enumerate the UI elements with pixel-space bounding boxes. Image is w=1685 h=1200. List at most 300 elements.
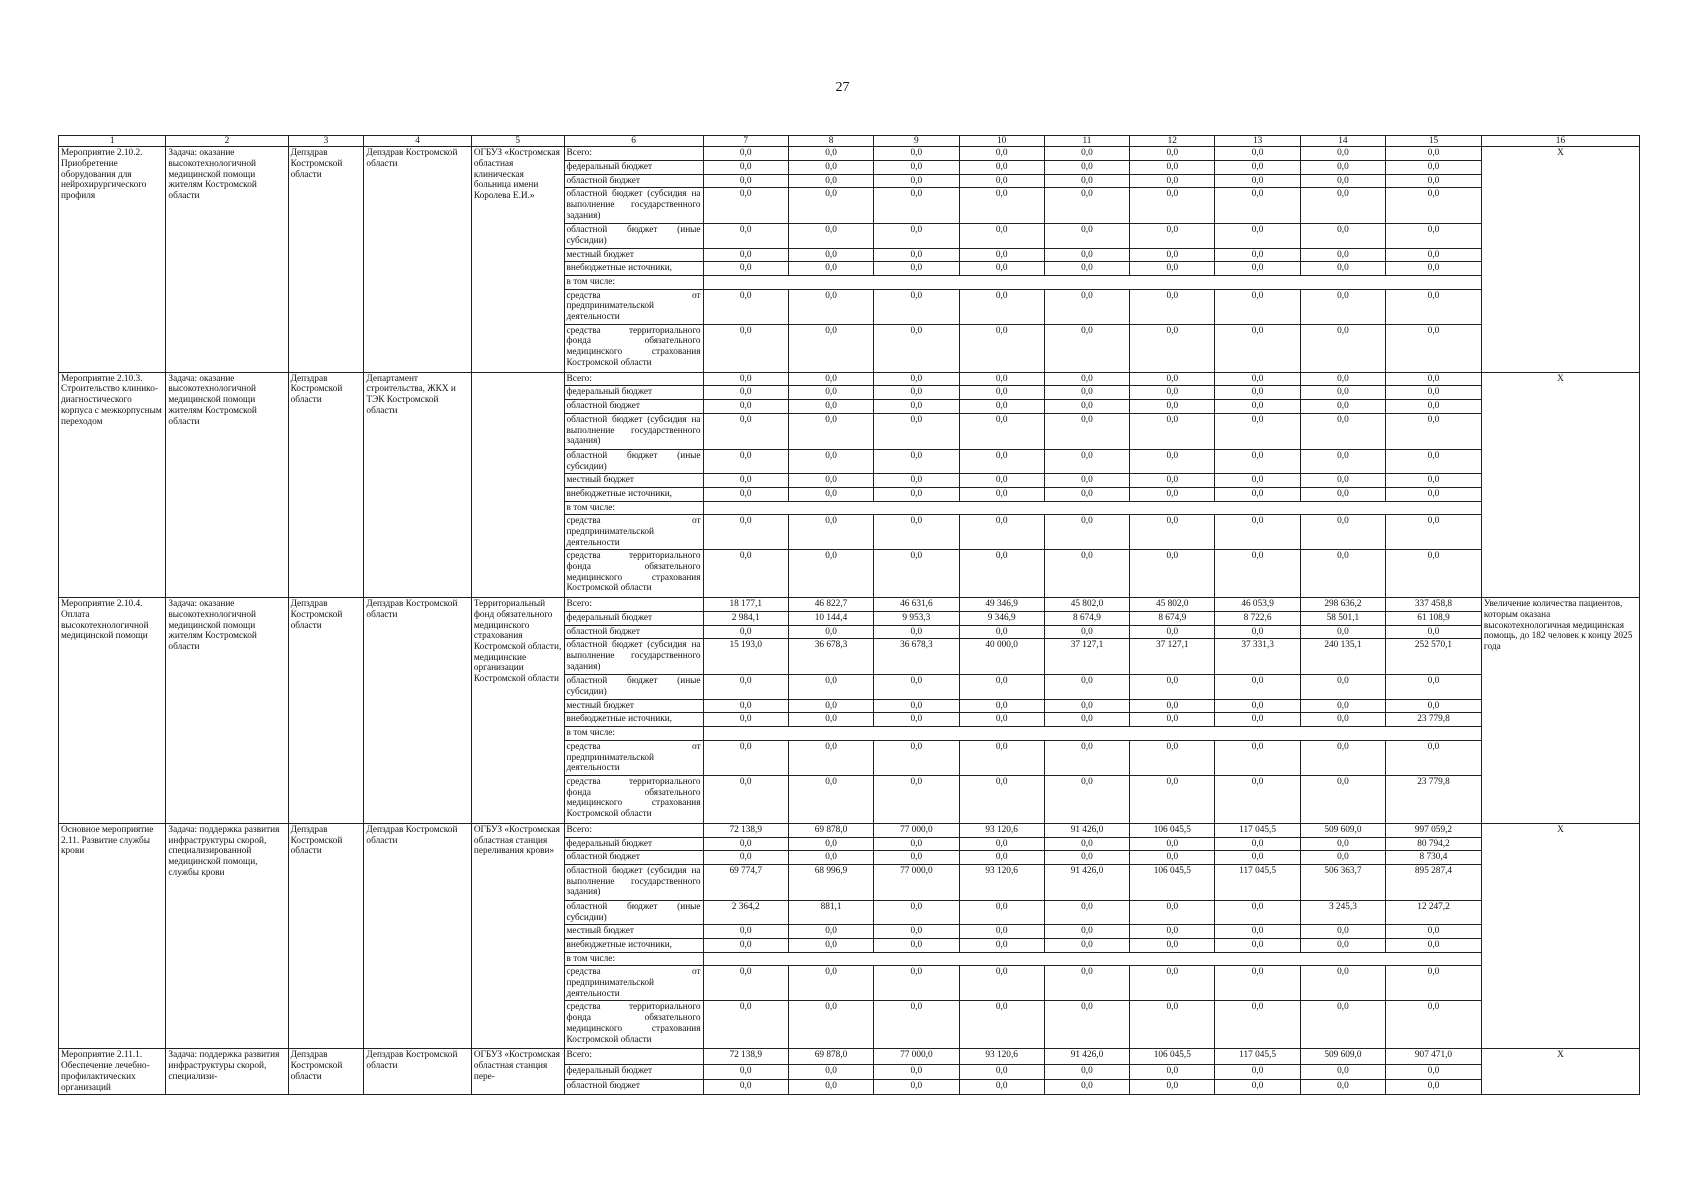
value-cell: 0,0: [1044, 775, 1129, 823]
coordinator-cell: Депздрав Костромской области: [288, 823, 364, 1049]
value-cell: 0,0: [874, 675, 959, 699]
value-cell: 0,0: [788, 400, 873, 414]
value-cell: 0,0: [874, 449, 959, 473]
funding-source: средства территориального фонда обязательного медицинского страхования Костромской области: [564, 775, 703, 823]
value-cell: 0,0: [1300, 966, 1385, 1001]
value-cell: 0,0: [1130, 837, 1215, 851]
value-cell: 0,0: [703, 147, 788, 161]
executor-cell: Депздрав Костромской области: [364, 598, 471, 824]
value-cell: 252 570,1: [1386, 639, 1482, 675]
funding-source: средства территориального фонда обязательного медицинского страхования Костромской области: [564, 1001, 703, 1049]
value-cell: 0,0: [1130, 289, 1215, 324]
value-cell: 37 331,3: [1215, 639, 1300, 675]
value-cell: 0,0: [1386, 925, 1482, 939]
value-cell: 0,0: [1215, 713, 1300, 727]
value-cell: 0,0: [1215, 174, 1300, 188]
value-cell: 0,0: [1215, 837, 1300, 851]
value-cell: 0,0: [1130, 188, 1215, 224]
value-cell: 0,0: [874, 1001, 959, 1049]
value-cell: 0,0: [1300, 413, 1385, 449]
value-cell: 0,0: [1300, 699, 1385, 713]
value-cell: 0,0: [1130, 625, 1215, 639]
value-cell: 0,0: [1044, 1001, 1129, 1049]
result-cell: X: [1481, 823, 1639, 1049]
value-cell: 0,0: [1044, 474, 1129, 488]
value-cell: 0,0: [1300, 386, 1385, 400]
value-cell: 0,0: [1130, 740, 1215, 775]
value-cell: 0,0: [1044, 324, 1129, 372]
value-cell: 0,0: [959, 474, 1044, 488]
funding-source: средства территориального фонда обязательного медицинского страхования Костромской области: [564, 550, 703, 598]
value-cell: 0,0: [1044, 837, 1129, 851]
value-cell: 0,0: [1130, 925, 1215, 939]
value-cell: 0,0: [703, 487, 788, 501]
value-cell: 0,0: [1300, 1001, 1385, 1049]
value-cell: 0,0: [1215, 775, 1300, 823]
value-cell: 0,0: [788, 449, 873, 473]
column-number: 16: [1481, 136, 1639, 147]
value-cell: 0,0: [959, 625, 1044, 639]
value-cell: 45 802,0: [1130, 598, 1215, 612]
funding-source: областной бюджет (субсидия на выполнение государственного задания): [564, 864, 703, 900]
funding-source: Всего:: [564, 147, 703, 161]
value-cell: 0,0: [1044, 147, 1129, 161]
funding-source: внебюджетные источники,: [564, 262, 703, 276]
value-cell: 0,0: [1386, 262, 1482, 276]
value-cell: 240 135,1: [1300, 639, 1385, 675]
value-cell: 0,0: [874, 160, 959, 174]
value-cell: 69 774,7: [703, 864, 788, 900]
column-number: 12: [1130, 136, 1215, 147]
funding-source: Всего:: [564, 823, 703, 837]
value-cell: 93 120,6: [959, 1049, 1044, 1064]
value-cell: 0,0: [1215, 925, 1300, 939]
value-cell: 0,0: [874, 386, 959, 400]
value-cell: 0,0: [959, 160, 1044, 174]
column-number: 5: [471, 136, 564, 147]
value-cell: 0,0: [1044, 515, 1129, 550]
value-cell: 0,0: [959, 675, 1044, 699]
value-cell: 40 000,0: [959, 639, 1044, 675]
value-cell: 0,0: [703, 925, 788, 939]
value-cell: 0,0: [874, 550, 959, 598]
value-cell: 0,0: [1386, 289, 1482, 324]
value-cell: 0,0: [788, 851, 873, 865]
value-cell: 0,0: [1300, 449, 1385, 473]
value-cell: 0,0: [1044, 372, 1129, 386]
value-cell: 8 722,6: [1215, 612, 1300, 626]
value-cell: 0,0: [874, 775, 959, 823]
value-cell: 0,0: [788, 1001, 873, 1049]
column-number: 1: [59, 136, 166, 147]
funding-source: средства от предпринимательской деятельности: [564, 515, 703, 550]
value-cell: 9 953,3: [874, 612, 959, 626]
value-cell: 997 059,2: [1386, 823, 1482, 837]
value-cell: 0,0: [874, 966, 959, 1001]
value-cell: 0,0: [1215, 324, 1300, 372]
value-cell: 0,0: [1130, 966, 1215, 1001]
value-cell: 0,0: [703, 515, 788, 550]
table-row: [59, 147, 1640, 161]
column-number: 2: [166, 136, 288, 147]
value-cell: 0,0: [1386, 1001, 1482, 1049]
measure-name: Мероприятие 2.10.4. Оплата высокотехнологичной медицинской помощи: [59, 598, 166, 824]
value-cell: 0,0: [1215, 248, 1300, 262]
value-cell: 0,0: [1130, 900, 1215, 924]
value-cell: 0,0: [959, 289, 1044, 324]
value-cell: 0,0: [874, 740, 959, 775]
value-cell: 0,0: [959, 400, 1044, 414]
value-cell: 0,0: [1386, 699, 1482, 713]
value-cell: 0,0: [703, 174, 788, 188]
value-cell: 0,0: [703, 449, 788, 473]
value-cell: 0,0: [874, 939, 959, 953]
value-cell: 0,0: [1300, 1079, 1385, 1094]
value-cell: 0,0: [1215, 487, 1300, 501]
value-cell: 0,0: [1044, 713, 1129, 727]
value-cell: 0,0: [1215, 1001, 1300, 1049]
value-cell: 0,0: [1386, 224, 1482, 248]
coordinator-cell: Депздрав Костромской области: [288, 598, 364, 824]
value-cell: 0,0: [1130, 160, 1215, 174]
value-cell: 106 045,5: [1130, 823, 1215, 837]
measure-name: Мероприятие 2.11.1. Обеспечение лечебно-профилактических организаций: [59, 1049, 166, 1095]
result-cell: X: [1481, 147, 1639, 373]
funding-source: местный бюджет: [564, 474, 703, 488]
value-cell: 0,0: [1215, 449, 1300, 473]
funding-source: внебюджетные источники,: [564, 939, 703, 953]
value-cell: 0,0: [874, 188, 959, 224]
value-cell: 0,0: [1386, 474, 1482, 488]
value-cell: 0,0: [959, 248, 1044, 262]
value-cell: 0,0: [1300, 188, 1385, 224]
funding-source: внебюджетные источники,: [564, 487, 703, 501]
value-cell: 0,0: [874, 1079, 959, 1094]
value-cell: 72 138,9: [703, 823, 788, 837]
value-cell: 58 501,1: [1300, 612, 1385, 626]
value-cell: 0,0: [1130, 372, 1215, 386]
value-cell: 0,0: [1300, 939, 1385, 953]
value-cell: 0,0: [959, 174, 1044, 188]
value-cell: 0,0: [1215, 675, 1300, 699]
value-cell: 36 678,3: [788, 639, 873, 675]
value-cell: 68 996,9: [788, 864, 873, 900]
value-cell: 0,0: [959, 900, 1044, 924]
value-cell: 15 193,0: [703, 639, 788, 675]
funding-source: внебюджетные источники,: [564, 713, 703, 727]
funding-source: местный бюджет: [564, 248, 703, 262]
empty-values-cell: [703, 952, 1481, 966]
value-cell: 0,0: [1130, 1064, 1215, 1079]
value-cell: 0,0: [1215, 474, 1300, 488]
participant-cell: ОГБУЗ «Костромская областная станция переливания крови»: [471, 823, 564, 1049]
value-cell: 72 138,9: [703, 1049, 788, 1064]
value-cell: 0,0: [959, 1079, 1044, 1094]
value-cell: 106 045,5: [1130, 1049, 1215, 1064]
column-number: 4: [364, 136, 471, 147]
value-cell: 0,0: [1300, 740, 1385, 775]
value-cell: 0,0: [959, 386, 1044, 400]
value-cell: 907 471,0: [1386, 1049, 1482, 1064]
funding-source: федеральный бюджет: [564, 1064, 703, 1079]
value-cell: 0,0: [788, 515, 873, 550]
value-cell: 0,0: [1044, 262, 1129, 276]
value-cell: 0,0: [1300, 713, 1385, 727]
value-cell: 0,0: [1386, 147, 1482, 161]
value-cell: 0,0: [1130, 1001, 1215, 1049]
value-cell: 0,0: [874, 224, 959, 248]
value-cell: 91 426,0: [1044, 864, 1129, 900]
value-cell: 0,0: [1386, 550, 1482, 598]
value-cell: 0,0: [703, 939, 788, 953]
value-cell: 37 127,1: [1044, 639, 1129, 675]
value-cell: 18 177,1: [703, 598, 788, 612]
value-cell: 117 045,5: [1215, 864, 1300, 900]
funding-source: областной бюджет (субсидия на выполнение государственного задания): [564, 413, 703, 449]
value-cell: 0,0: [1386, 675, 1482, 699]
value-cell: 12 247,2: [1386, 900, 1482, 924]
value-cell: 0,0: [874, 174, 959, 188]
value-cell: 0,0: [1044, 740, 1129, 775]
value-cell: 0,0: [874, 474, 959, 488]
value-cell: 0,0: [874, 289, 959, 324]
value-cell: 0,0: [1044, 550, 1129, 598]
value-cell: 0,0: [1300, 174, 1385, 188]
value-cell: 0,0: [703, 262, 788, 276]
value-cell: 0,0: [788, 289, 873, 324]
value-cell: 0,0: [874, 248, 959, 262]
value-cell: 0,0: [1130, 487, 1215, 501]
value-cell: 0,0: [1215, 625, 1300, 639]
value-cell: 0,0: [1130, 413, 1215, 449]
value-cell: 298 636,2: [1300, 598, 1385, 612]
value-cell: 0,0: [959, 262, 1044, 276]
empty-values-cell: [703, 276, 1481, 290]
value-cell: 0,0: [1130, 386, 1215, 400]
value-cell: 0,0: [1300, 248, 1385, 262]
value-cell: 0,0: [1300, 925, 1385, 939]
value-cell: 0,0: [1044, 400, 1129, 414]
funding-source: федеральный бюджет: [564, 160, 703, 174]
funding-source: местный бюджет: [564, 925, 703, 939]
funding-source: Всего:: [564, 1049, 703, 1064]
value-cell: 117 045,5: [1215, 1049, 1300, 1064]
value-cell: 2 364,2: [703, 900, 788, 924]
value-cell: 0,0: [959, 740, 1044, 775]
value-cell: 0,0: [1130, 851, 1215, 865]
value-cell: 0,0: [1215, 372, 1300, 386]
value-cell: 0,0: [703, 248, 788, 262]
value-cell: 0,0: [1300, 372, 1385, 386]
funding-source: в том числе:: [564, 727, 703, 741]
funding-source: средства от предпринимательской деятельности: [564, 289, 703, 324]
funding-source: средства территориального фонда обязательного медицинского страхования Костромской области: [564, 324, 703, 372]
value-cell: 0,0: [874, 262, 959, 276]
value-cell: 0,0: [1300, 474, 1385, 488]
value-cell: 0,0: [959, 1001, 1044, 1049]
result-cell: X: [1481, 372, 1639, 598]
value-cell: 0,0: [788, 1079, 873, 1094]
funding-source: областной бюджет: [564, 851, 703, 865]
value-cell: 0,0: [788, 675, 873, 699]
value-cell: 0,0: [1386, 372, 1482, 386]
value-cell: 0,0: [1044, 925, 1129, 939]
value-cell: 0,0: [1386, 413, 1482, 449]
value-cell: 0,0: [1130, 224, 1215, 248]
value-cell: 0,0: [1044, 939, 1129, 953]
value-cell: 69 878,0: [788, 1049, 873, 1064]
value-cell: 0,0: [1044, 1064, 1129, 1079]
value-cell: 0,0: [1386, 160, 1482, 174]
value-cell: 0,0: [959, 224, 1044, 248]
value-cell: 0,0: [703, 775, 788, 823]
funding-source: федеральный бюджет: [564, 386, 703, 400]
value-cell: 8 730,4: [1386, 851, 1482, 865]
value-cell: 0,0: [788, 487, 873, 501]
value-cell: 0,0: [1130, 550, 1215, 598]
value-cell: 0,0: [788, 224, 873, 248]
value-cell: 0,0: [1044, 449, 1129, 473]
funding-source: федеральный бюджет: [564, 612, 703, 626]
value-cell: 0,0: [788, 474, 873, 488]
value-cell: 0,0: [959, 515, 1044, 550]
value-cell: 0,0: [703, 625, 788, 639]
value-cell: 0,0: [1386, 188, 1482, 224]
value-cell: 77 000,0: [874, 864, 959, 900]
value-cell: 0,0: [703, 324, 788, 372]
value-cell: 0,0: [874, 925, 959, 939]
funding-source: областной бюджет (иные субсидии): [564, 449, 703, 473]
column-number: 6: [564, 136, 703, 147]
value-cell: 0,0: [703, 474, 788, 488]
result-cell: X: [1481, 1049, 1639, 1095]
value-cell: 0,0: [703, 675, 788, 699]
value-cell: 0,0: [788, 160, 873, 174]
value-cell: 0,0: [788, 262, 873, 276]
value-cell: 0,0: [703, 966, 788, 1001]
value-cell: 0,0: [1300, 837, 1385, 851]
value-cell: 0,0: [703, 1001, 788, 1049]
funding-source: областной бюджет (иные субсидии): [564, 224, 703, 248]
value-cell: 509 609,0: [1300, 823, 1385, 837]
table-row: [59, 598, 1640, 612]
value-cell: 0,0: [788, 147, 873, 161]
value-cell: 0,0: [788, 925, 873, 939]
value-cell: 506 363,7: [1300, 864, 1385, 900]
funding-source: областной бюджет: [564, 400, 703, 414]
funding-source: областной бюджет: [564, 174, 703, 188]
value-cell: 0,0: [1130, 699, 1215, 713]
participant-cell: [471, 372, 564, 598]
value-cell: 0,0: [874, 413, 959, 449]
column-number: 15: [1386, 136, 1482, 147]
value-cell: 0,0: [788, 775, 873, 823]
value-cell: 0,0: [1215, 386, 1300, 400]
value-cell: 117 045,5: [1215, 823, 1300, 837]
funding-source: областной бюджет: [564, 1079, 703, 1094]
funding-source: Всего:: [564, 598, 703, 612]
value-cell: 0,0: [1386, 1079, 1482, 1094]
value-cell: 0,0: [1300, 675, 1385, 699]
executor-cell: Депздрав Костромской области: [364, 823, 471, 1049]
value-cell: 0,0: [1130, 515, 1215, 550]
funding-source: областной бюджет: [564, 625, 703, 639]
value-cell: 10 144,4: [788, 612, 873, 626]
coordinator-cell: Депздрав Костромской области: [288, 372, 364, 598]
value-cell: 0,0: [1215, 550, 1300, 598]
value-cell: 0,0: [703, 740, 788, 775]
value-cell: 0,0: [1215, 900, 1300, 924]
value-cell: 0,0: [788, 740, 873, 775]
participant-cell: Территориальный фонд обязательного медицинского страхования Костромской области, медицинские организации Костромской области: [471, 598, 564, 824]
empty-values-cell: [703, 501, 1481, 515]
coordinator-cell: Депздрав Костромской области: [288, 1049, 364, 1095]
value-cell: 61 108,9: [1386, 612, 1482, 626]
value-cell: 106 045,5: [1130, 864, 1215, 900]
funding-source: местный бюджет: [564, 699, 703, 713]
value-cell: 0,0: [874, 625, 959, 639]
value-cell: 0,0: [788, 372, 873, 386]
value-cell: 0,0: [959, 372, 1044, 386]
executor-cell: Депздрав Костромской области: [364, 1049, 471, 1095]
value-cell: 0,0: [1130, 262, 1215, 276]
value-cell: 0,0: [959, 449, 1044, 473]
value-cell: 0,0: [1215, 966, 1300, 1001]
value-cell: 0,0: [1386, 386, 1482, 400]
table-row: [59, 823, 1640, 837]
funding-source: средства от предпринимательской деятельности: [564, 740, 703, 775]
column-number: 10: [959, 136, 1044, 147]
value-cell: 0,0: [703, 188, 788, 224]
column-number: 13: [1215, 136, 1300, 147]
value-cell: 0,0: [703, 413, 788, 449]
value-cell: 0,0: [1215, 224, 1300, 248]
task-cell: Задача: оказание высокотехнологичной медицинской помощи жителям Костромской области: [166, 372, 288, 598]
value-cell: 0,0: [874, 372, 959, 386]
value-cell: 0,0: [1130, 1079, 1215, 1094]
funding-source: средства от предпринимательской деятельности: [564, 966, 703, 1001]
value-cell: 0,0: [703, 1079, 788, 1094]
value-cell: 0,0: [1386, 449, 1482, 473]
value-cell: 0,0: [1300, 160, 1385, 174]
value-cell: 0,0: [788, 966, 873, 1001]
value-cell: 0,0: [1215, 939, 1300, 953]
funding-source: Всего:: [564, 372, 703, 386]
value-cell: 0,0: [1386, 740, 1482, 775]
funding-source: областной бюджет (иные субсидии): [564, 675, 703, 699]
value-cell: 37 127,1: [1130, 639, 1215, 675]
value-cell: 0,0: [1300, 400, 1385, 414]
value-cell: 0,0: [703, 699, 788, 713]
value-cell: 0,0: [1044, 386, 1129, 400]
value-cell: 0,0: [1300, 851, 1385, 865]
task-cell: Задача: оказание высокотехнологичной медицинской помощи жителям Костромской области: [166, 147, 288, 373]
value-cell: 0,0: [788, 625, 873, 639]
value-cell: 0,0: [874, 699, 959, 713]
value-cell: 0,0: [1300, 224, 1385, 248]
value-cell: 0,0: [1044, 289, 1129, 324]
value-cell: 0,0: [1044, 188, 1129, 224]
value-cell: 0,0: [1044, 413, 1129, 449]
column-number: 8: [788, 136, 873, 147]
value-cell: 0,0: [788, 188, 873, 224]
value-cell: 0,0: [959, 1064, 1044, 1079]
task-cell: Задача: поддержка развития инфраструктуры скорой, специализи-: [166, 1049, 288, 1095]
value-cell: 0,0: [1130, 324, 1215, 372]
value-cell: 0,0: [1300, 550, 1385, 598]
value-cell: 0,0: [788, 1064, 873, 1079]
value-cell: 0,0: [1130, 449, 1215, 473]
